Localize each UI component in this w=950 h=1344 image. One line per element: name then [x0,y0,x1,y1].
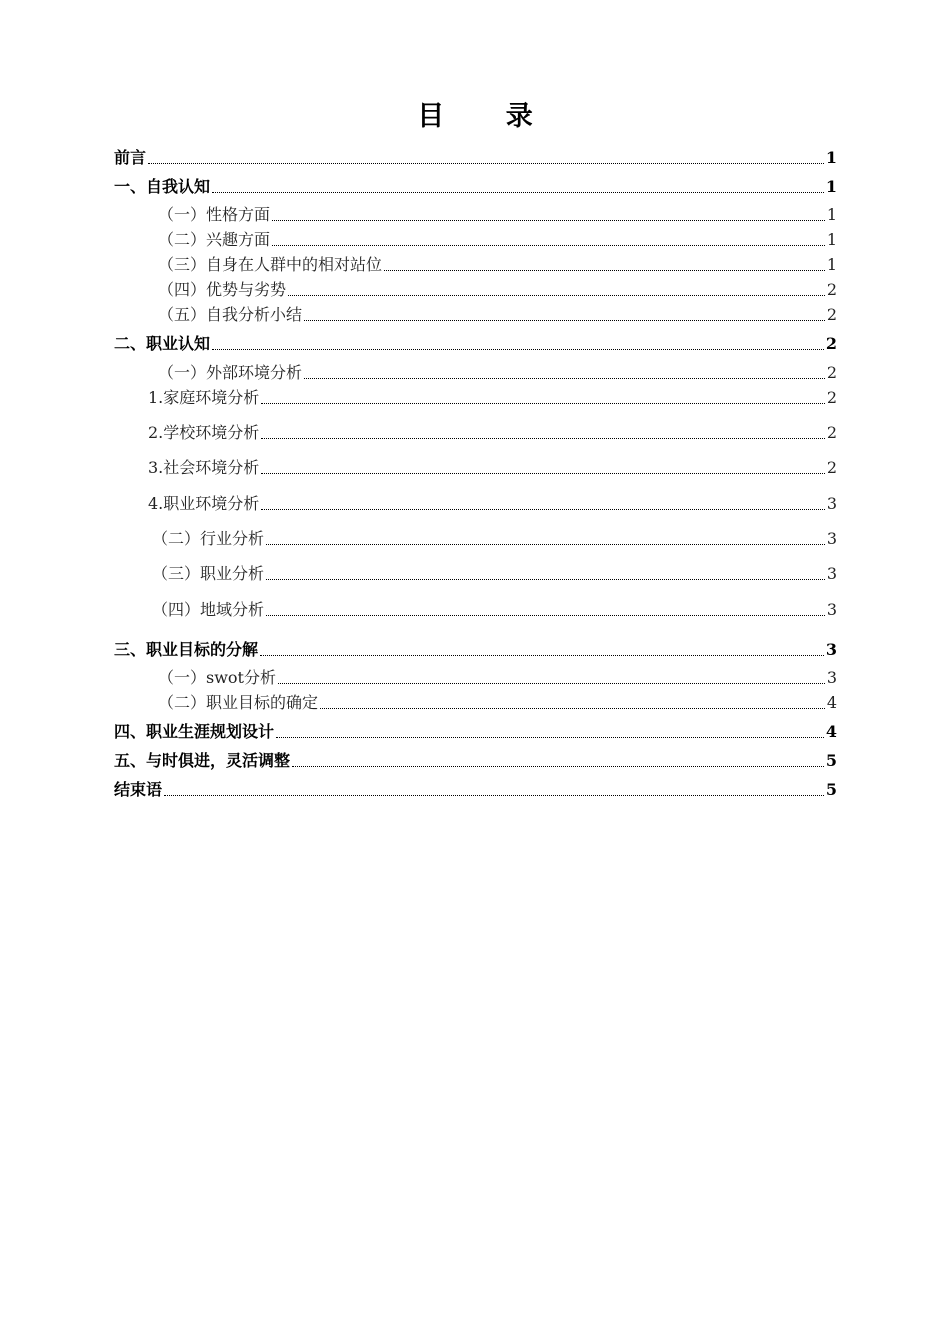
toc-entry-career-cognition[interactable] [114,330,837,354]
toc-entry-label: 三、职业目标的分解 [114,640,259,659]
toc-entry-label: 四、职业生涯规划设计 [114,722,275,741]
toc-entry-page: 2 [826,423,837,442]
dot-leader [288,295,825,296]
toc-entry-page: 5 [825,780,837,799]
dot-leader [261,473,825,474]
toc-entry-label: （二）行业分析 [152,529,265,548]
toc-entry-page: 3 [826,668,837,687]
toc-entry-page: 1 [826,255,837,274]
toc-entry-page: 3 [826,529,837,548]
dot-leader [272,245,825,246]
toc-entry-label: （五）自我分析小结 [158,305,303,324]
toc-entry-label: 前言 [114,148,147,167]
dot-leader [212,192,824,193]
toc-entry-page: 2 [826,363,837,382]
toc-entry-swot-analysis[interactable] [158,664,837,688]
toc-entry-label: （四）地域分析 [152,600,265,619]
toc-entry-label: 1.家庭环境分析 [148,388,260,407]
dot-leader [276,737,824,738]
toc-entry-label: （四）优势与劣势 [158,280,287,299]
toc-entry-personality[interactable] [158,201,837,225]
toc-entry-label: （三）职业分析 [152,564,265,583]
toc-entry-regional-analysis[interactable] [152,596,837,620]
toc-entry-preface[interactable] [114,144,837,168]
toc-entry-label: （三）自身在人群中的相对站位 [158,255,383,274]
toc-entry-page: 1 [826,230,837,249]
toc-entry-label: 4.职业环境分析 [148,494,260,513]
toc-entry-label: （一）外部环境分析 [158,363,303,382]
dot-leader [261,509,825,510]
dot-leader [260,655,824,656]
toc-entry-page: 2 [826,458,837,477]
toc-entry-label: （一）swot分析 [158,668,276,687]
toc-entry-label: （一）性格方面 [158,205,271,224]
toc-entry-label: 3.社会环境分析 [148,458,260,477]
toc-entry-label: （二）职业目标的确定 [158,693,319,712]
toc-entry-page: 5 [825,751,837,770]
dot-leader [261,403,825,404]
toc-entry-page: 2 [826,388,837,407]
toc-entry-page: 1 [825,177,837,196]
toc-entry-page: 4 [826,693,837,712]
toc-entry-flexible-adjustment[interactable] [114,747,837,771]
toc-entry-label: 二、职业认知 [114,334,211,353]
toc-entry-label: 结束语 [114,780,163,799]
dot-leader [278,683,825,684]
toc-entry-label: 五、与时俱进，灵活调整 [114,751,291,770]
toc-entry-school-environment[interactable] [148,419,837,443]
toc-entry-page: 4 [825,722,837,741]
toc-entry-page: 2 [825,334,837,353]
dot-leader [320,708,825,709]
toc-entry-industry-analysis[interactable] [152,525,837,549]
toc-entry-external-environment[interactable] [158,359,837,383]
toc-entry-interests[interactable] [158,226,837,250]
toc-entry-relative-position[interactable] [158,251,837,275]
dot-leader [261,438,825,439]
toc-entry-self-cognition[interactable] [114,173,837,197]
toc-entry-page: 3 [826,494,837,513]
toc-entry-page: 1 [825,148,837,167]
toc-entry-social-environment[interactable] [148,454,837,478]
dot-leader [148,163,824,164]
toc-entry-self-summary[interactable] [158,301,837,325]
toc-entry-page: 3 [826,564,837,583]
toc-entry-page: 1 [826,205,837,224]
dot-leader [212,349,824,350]
toc-entry-career-environment[interactable] [148,490,837,514]
toc-entry-page: 2 [826,305,837,324]
toc-entry-label: 一、自我认知 [114,177,211,196]
toc-entry-career-analysis[interactable] [152,560,837,584]
toc-entry-goal-decomposition[interactable] [114,636,837,660]
toc-entry-page: 3 [826,600,837,619]
toc-entry-career-planning-design[interactable] [114,718,837,742]
toc-title: 目 录 [417,101,559,132]
dot-leader [292,766,824,767]
dot-leader [384,270,825,271]
toc-entry-page: 2 [826,280,837,299]
toc-entry-page: 3 [825,640,837,659]
dot-leader [272,220,825,221]
dot-leader [304,378,825,379]
toc-entry-family-environment[interactable] [148,384,837,408]
toc-entry-label: （二）兴趣方面 [158,230,271,249]
toc-entry-label: 2.学校环境分析 [148,423,260,442]
toc-entry-strengths-weaknesses[interactable] [158,276,837,300]
dot-leader [266,544,825,545]
toc-entry-goal-determination[interactable] [158,689,837,713]
dot-leader [266,579,825,580]
dot-leader [266,615,825,616]
dot-leader [164,795,824,796]
dot-leader [304,320,825,321]
toc-entry-conclusion[interactable] [114,776,837,800]
